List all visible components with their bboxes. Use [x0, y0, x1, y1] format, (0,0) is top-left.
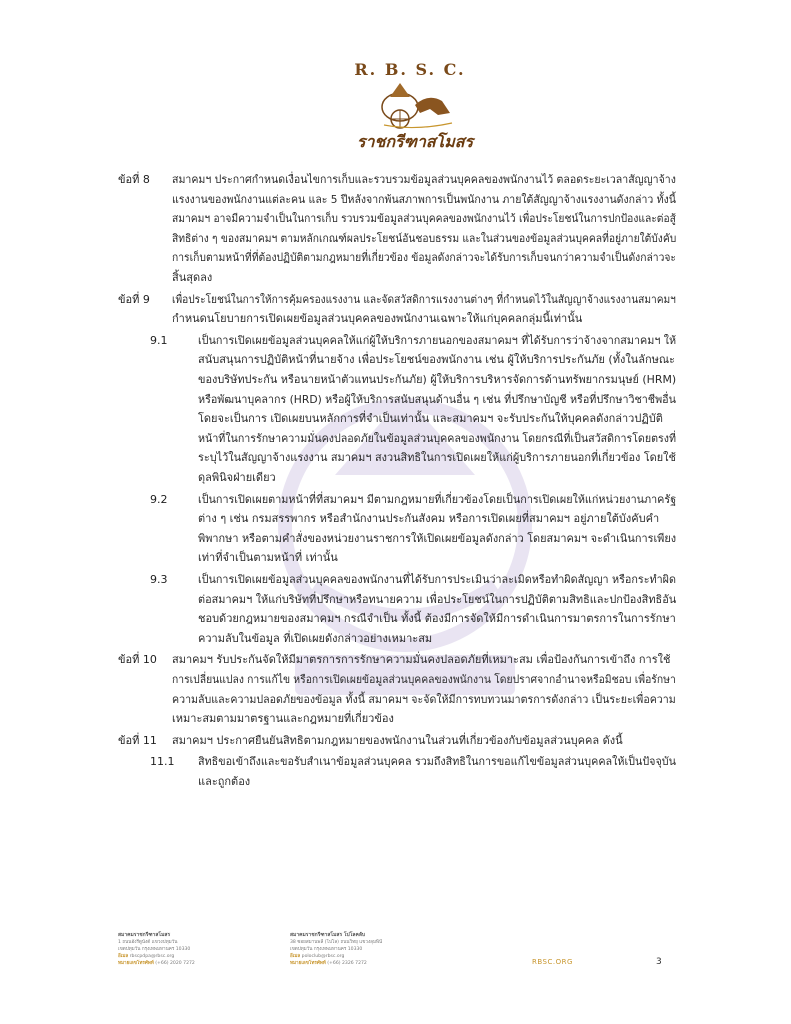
- subclause-text-line: และถูกต้อง: [198, 775, 251, 788]
- article-text-line: แรงงานของพนักงานแต่ละคน และ 5 ปีหลังจากพ้นสภาพการเป็นพนักงาน ภายใต้สัญญาจ้างแรงงานดังกล่าว ทั้งนี้: [172, 192, 676, 206]
- article-text-line: เหมาะสมตามมาตรฐานและกฎหมายที่เกี่ยวข้อง: [172, 712, 394, 726]
- subclause-number: 9.3: [150, 573, 168, 586]
- article-text-line: การเก็บตามหน้าที่ที่ต้องปฏิบัติตามกฎหมายที่เกี่ยวข้อง ข้อมูลดังกล่าวจะได้รับการเก็บจนกว่าความจำเป็นดังกล่าวจะ: [172, 251, 676, 265]
- footer-right-email-value: poloclub@rbsc.org: [301, 954, 345, 959]
- subclause-text-line: เป็นการเปิดเผยข้อมูลส่วนบุคคลของพนักงานที่ได้รับการประเมินว่าละเมิดหรือทำผิดสัญญา หรือกระทำผิด: [198, 573, 676, 586]
- subclause-text-line: เป็นการเปิดเผยตามหน้าที่ที่สมาคมฯ มีตามกฎหมายที่เกี่ยวข้องโดยเป็นการเปิดเผยให้แก่หน่วยงานภาครัฐ: [198, 492, 677, 506]
- article-number: ข้อที่ 8: [118, 173, 150, 186]
- footer-right-phone: [290, 961, 367, 967]
- footer-right-address1: 38 ซอยสมานพลี (โปโล) ถนนวิทยุ แขวงลุมพินี: [290, 940, 383, 945]
- article-text-line: การเปลี่ยนแปลง การแก้ไข หรือการเปิดเผยข้อมูลส่วนบุคคลของพนักงาน โดยปราศจากอำนาจหรือมิชอบ เพื่อรักษา: [172, 673, 676, 686]
- subclause-number: 9.2: [150, 492, 168, 506]
- footer-right-phone-label: หมายเลขโทรศัพท์: [290, 961, 326, 966]
- logo-thai-name: ราชกรีฑาสโมสร: [356, 132, 474, 151]
- subclause-number: 9.1: [150, 333, 168, 347]
- footer-right-org: สมาคมราชกรีฑาสโมสร โปโลคลับ: [290, 932, 366, 938]
- article-text-line: สมาคมฯ ประกาศยืนยันสิทธิตามกฎหมายของพนักงานในส่วนที่เกี่ยวข้องกับข้อมูลส่วนบุคคล ดังนี้: [172, 733, 623, 747]
- footer-left-email[interactable]: [118, 954, 174, 960]
- subclause-text-line: ต่าง ๆ เช่น กรมสรรพากร หรือสำนักงานประกันสังคม หรือการเปิดเผยที่สมาคมฯ อยู่ภายใต้บังคับคำ: [198, 512, 660, 526]
- article-number: ข้อที่ 11: [118, 733, 157, 747]
- footer-right-email[interactable]: [290, 954, 344, 960]
- subclause-text-line: ชอบด้วยกฎหมายของสมาคมฯ กรณีจำเป็น ทั้งนี้ ต้องมีการจัดให้มีการดำเนินการมาตรการในการรักษา: [198, 612, 676, 626]
- footer-right-address2: เขตปทุมวัน กรุงเทพมหานคร 10330: [290, 947, 363, 952]
- footer-left-address2: เขตปทุมวัน กรุงเทพมหานคร 10330: [118, 947, 191, 952]
- article-text-line: สิ้นสุดลง: [172, 271, 213, 284]
- article-text-line: กำหนดนโยบายการเปิดเผยข้อมูลส่วนบุคคลของพนักงานเฉพาะให้แก่บุคคลกลุ่มนี้เท่านั้น: [172, 312, 583, 326]
- footer-left-phone: [118, 961, 195, 967]
- article-text-line: สมาคมฯ ประกาศกำหนดเงื่อนไขการเก็บและรวบรวมข้อมูลส่วนบุคคลของพนักงานไว้ ตลอดระยะเวลาสัญญาจ้าง: [172, 173, 676, 186]
- article-text-line: เพื่อประโยชน์ในการให้การคุ้มครองแรงงาน และจัดสวัสดิการแรงงานต่างๆ ที่กำหนดไว้ในสัญญาจ้างแรงงานสมาคมฯ: [172, 292, 676, 306]
- website-link[interactable]: RBSC.ORG: [532, 958, 573, 966]
- footer-right-email-label: อีเมล: [290, 954, 301, 959]
- page-number: 3: [656, 957, 662, 967]
- article-text-line: สิทธิต่าง ๆ ของสมาคมฯ ตามหลักเกณฑ์ผลประโยชน์อันชอบธรรม และในส่วนของข้อมูลส่วนบุคคลที่อยู่ภายใต้บังคับ: [172, 231, 677, 245]
- subclause-text-line: ของบริษัทประกัน หรือนายหน้าตัวแทนประกันภัย) ผู้ให้บริการบริหารจัดการด้านทรัพยากรมนุษย์ (HRM): [198, 373, 677, 386]
- footer-left-org: สมาคมราชกรีฑาสโมสร: [118, 932, 171, 938]
- subclause-text-line: ระบุไว้ในสัญญาจ้างแรงงาน สมาคมฯ สงวนสิทธิในการเปิดเผยให้แก่ผู้บริการภายนอกที่เกี่ยวข้อง โดยใช้: [198, 451, 676, 465]
- subclause-text-line: หรือพัฒนาบุคลากร (HRD) หรือผู้ให้บริการสนับสนุนด้านอื่น ๆ เช่น ที่ปรึกษาบัญชี หรือที่ปรึกษาวิชาชีพอื่น: [198, 392, 676, 406]
- subclause-text-line: พิพากษา หรือตามคำสั่งของหน่วยงานราชการให้เปิดเผยข้อมูลดังกล่าว โดยสมาคมฯ จะดำเนินการเพียง: [198, 531, 677, 545]
- logo-letters: R. B. S. C.: [354, 60, 466, 79]
- subclause-text-line: ความลับในข้อมูล ที่เปิดเผยดังกล่าวอย่างเหมาะสม: [198, 631, 433, 645]
- footer-left-email-value: rbscpdpa@rbsc.org: [129, 954, 175, 959]
- subclause-number: 11.1: [150, 755, 175, 769]
- article-number: ข้อที่ 9: [118, 292, 150, 306]
- footer-left-phone-value: (+66) 2020 7272: [155, 961, 195, 966]
- subclause-text-line: สิทธิขอเข้าถึงและขอรับสำเนาข้อมูลส่วนบุคคล รวมถึงสิทธิในการขอแก้ไขข้อมูลส่วนบุคคลให้เป็นปัจจุบัน: [198, 755, 676, 769]
- footer-left-phone-label: หมายเลขโทรศัพท์: [118, 961, 154, 966]
- subclause-text-line: โดยจะเป็นการ เปิดเผยบนหลักการที่จำเป็นเท่านั้น และสมาคมฯ จะรับประกันให้บุคคลดังกล่าวปฏิบัติ: [198, 412, 663, 426]
- footer-left-email-label: อีเมล: [118, 954, 129, 959]
- footer-left-address1: 1 ถนนอังรีดูนังต์ แขวงปทุมวัน: [118, 940, 178, 945]
- article-text-line: สมาคมฯ รับประกันจัดให้มีมาตรการการรักษาความมั่นคงปลอดภัยที่เหมาะสม เพื่อป้องกันการเข้าถึง การใช้: [172, 653, 671, 667]
- subclause-text-line: เป็นการเปิดเผยข้อมูลส่วนบุคคลให้แก่ผู้ให้บริการภายนอกของสมาคมฯ ที่ได้รับการว่าจ้างจากสมาคมฯ ให้: [198, 333, 677, 347]
- club-logo: [0, 60, 791, 160]
- subclause-text-line: เท่าที่จำเป็นตามหน้าที่ เท่านั้น: [198, 551, 338, 565]
- article-number: ข้อที่ 10: [118, 653, 157, 667]
- subclause-text-line: ดุลพินิจฝ่ายเดียว: [198, 471, 276, 484]
- chariot-emblem-icon: [370, 75, 460, 135]
- subclause-text-line: หน้าที่ในการรักษาความมั่นคงปลอดภัยในข้อมูลส่วนบุคคลของพนักงาน โดยกรณีที่เป็นสวัสดิการโดยตรงที่: [198, 431, 676, 445]
- page-footer: [0, 930, 791, 1010]
- article-text-line: ความลับและความปลอดภัยของข้อมูล ทั้งนี้ สมาคมฯ จะจัดให้มีการทบทวนมาตรการดังกล่าว เป็นระยะเพื่อความ: [172, 692, 676, 706]
- subclause-text-line: ต่อสมาคมฯ ให้แก่บริษัทที่ปรึกษาหรือทนายความ เพื่อประโยชน์ในการปฏิบัติตามสิทธิและปกป้องสิทธิอัน: [198, 592, 677, 606]
- footer-right-phone-value: (+66) 2326 7272: [327, 961, 367, 966]
- article-text-line: สมาคมฯ อาจมีความจำเป็นในการเก็บ รวบรวมข้อมูลส่วนบุคคลของพนักงานไว้ เพื่อประโยชน์ในการปกป้องและต่อสู้: [172, 212, 676, 226]
- subclause-text-line: สนับสนุนการปฏิบัติหน้าที่นายจ้าง เพื่อประโยชน์ของพนักงาน เช่น ผู้ให้บริการประกันภัย (ทั้งในลักษณะ: [198, 353, 675, 367]
